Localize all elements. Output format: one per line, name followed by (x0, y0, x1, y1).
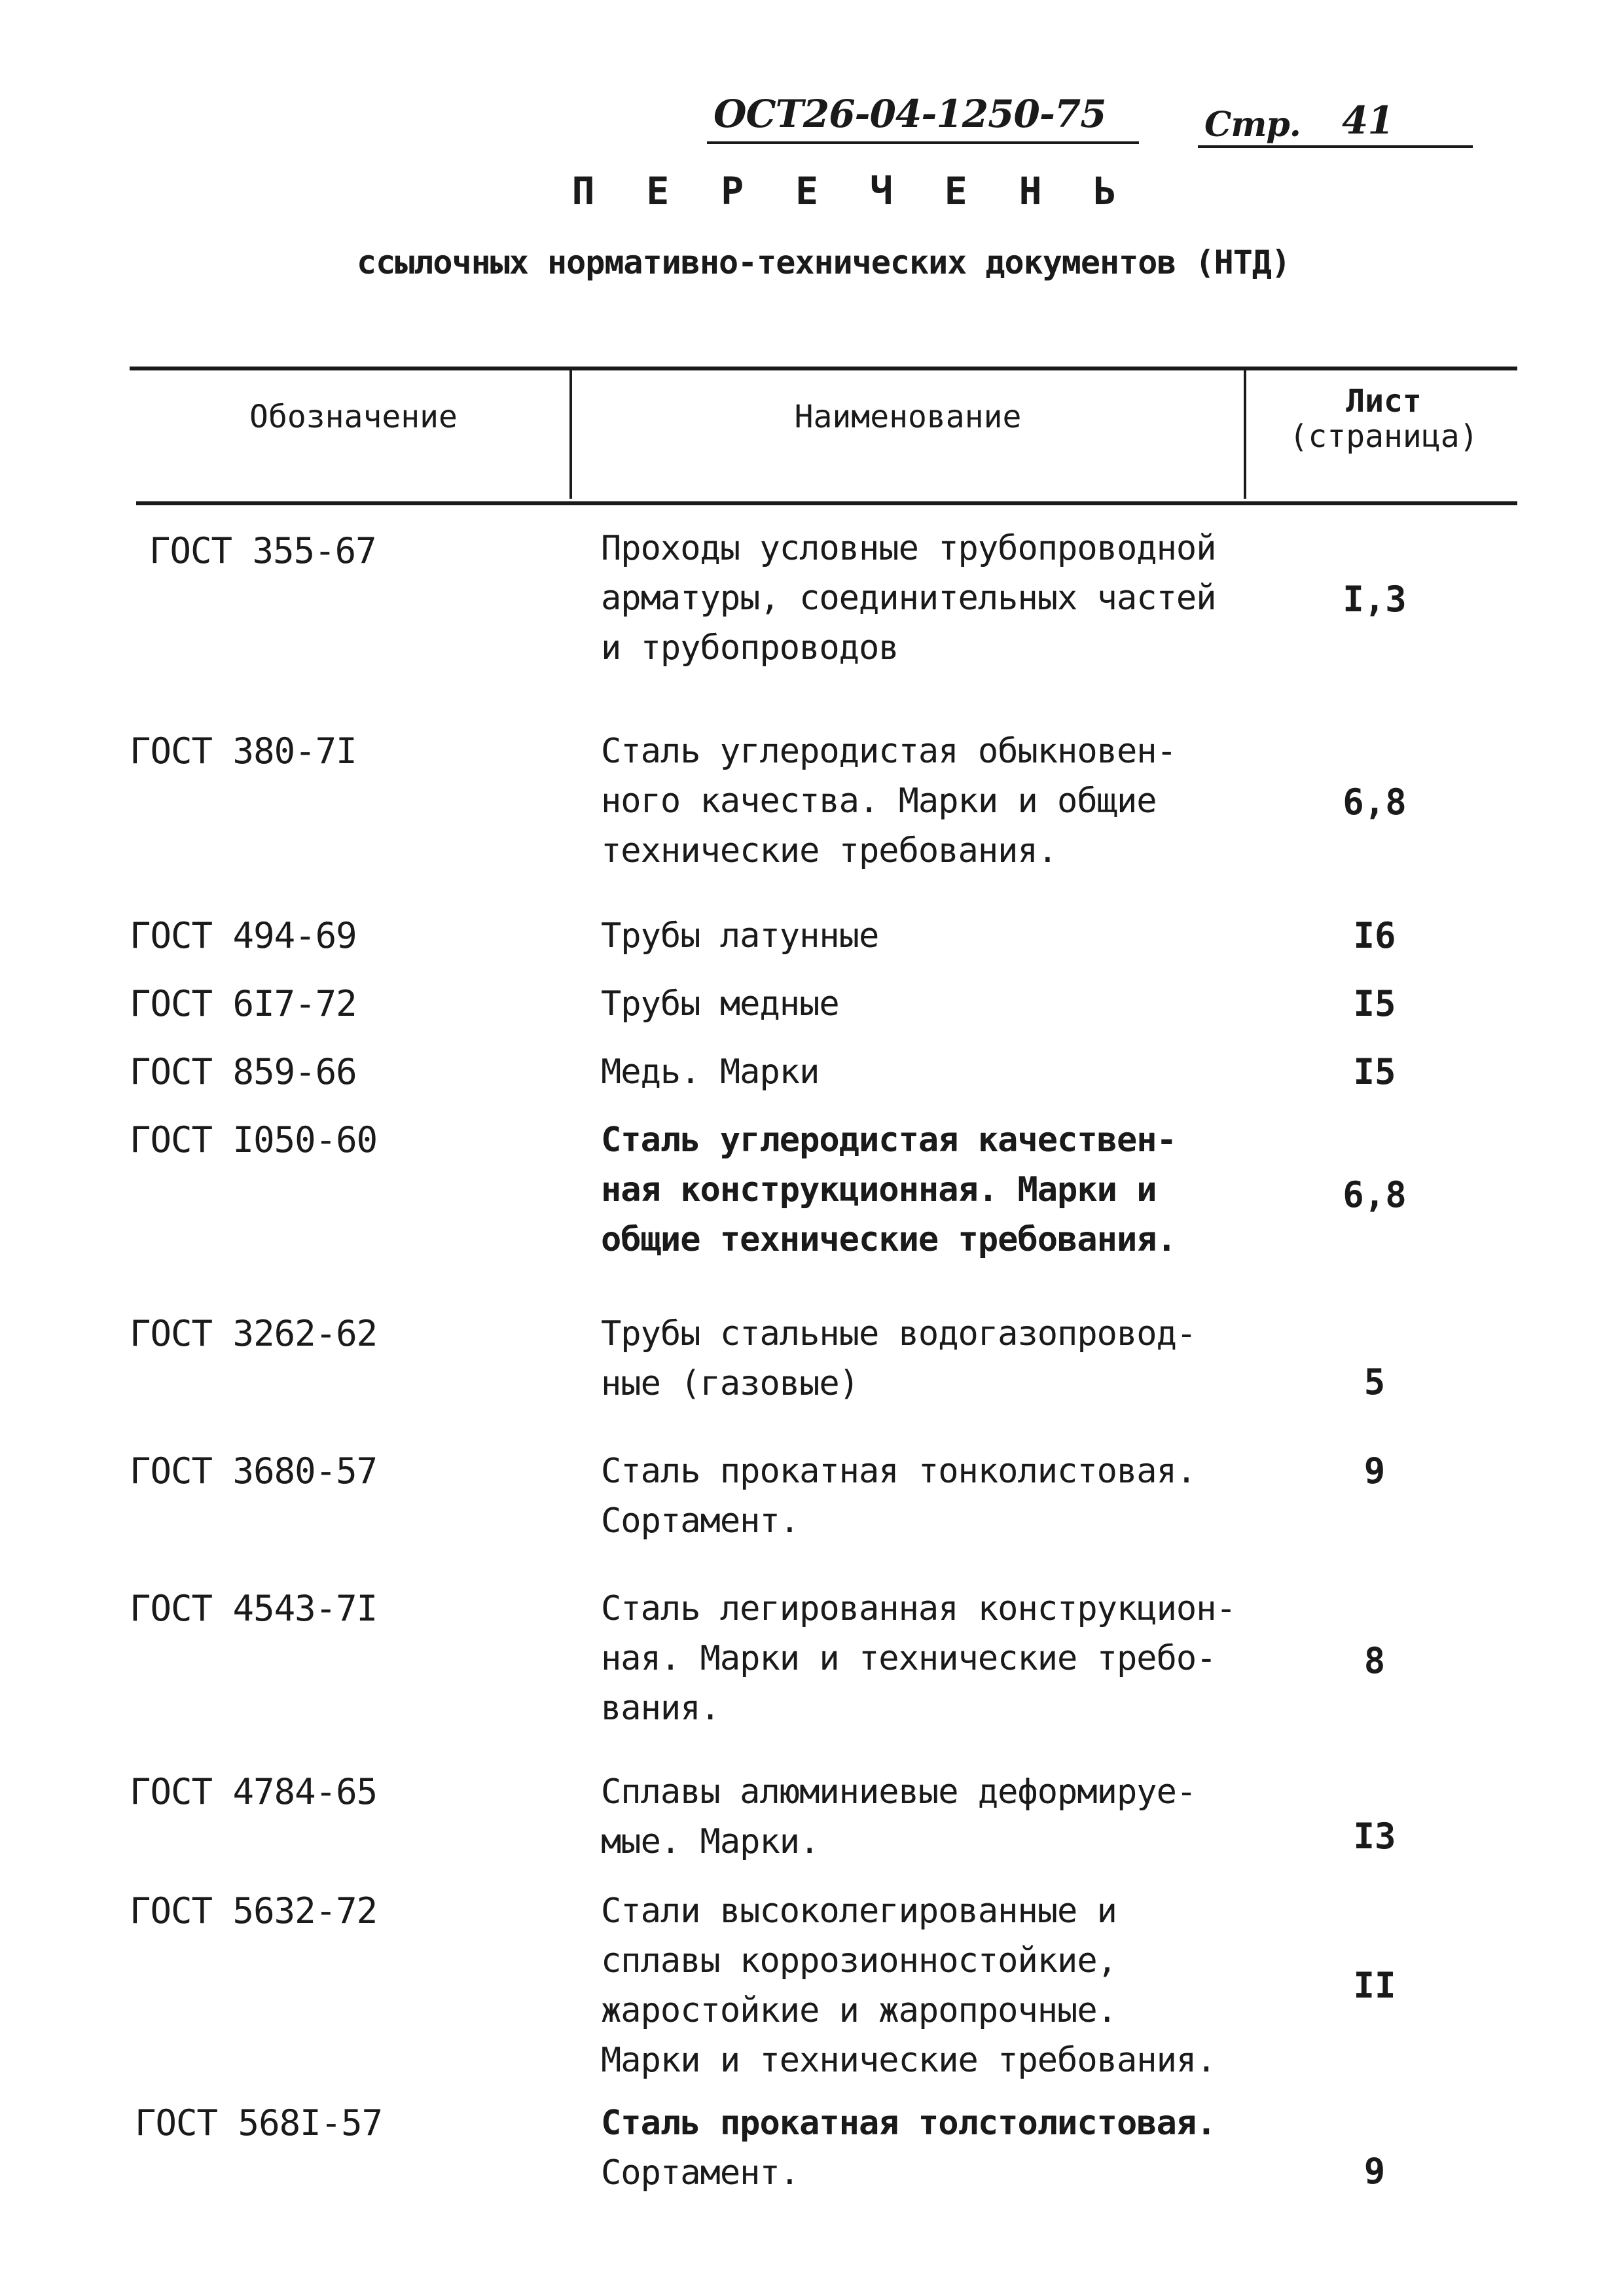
row-name-line: жаростойкие и жаропрочные. (601, 1991, 1117, 2030)
row-sheet: 6,8 (1343, 781, 1407, 823)
row-code: ГОСТ 4784-65 (130, 1771, 378, 1812)
row-name-line: Трубы латунные (601, 916, 879, 956)
row-name-line: Сталь углеродистая качествен- (601, 1121, 1176, 1160)
column-header-sheet-line1: Лист (1346, 383, 1422, 420)
row-code: ГОСТ 494-69 (130, 915, 357, 956)
row-name-line: ные (газовые) (601, 1364, 859, 1403)
row-code: ГОСТ 3262-62 (130, 1313, 378, 1354)
row-code: ГОСТ 568I-57 (135, 2102, 383, 2144)
row-name (601, 979, 839, 1029)
page-label: Стр. (1204, 105, 1301, 145)
row-name-line: Сталь прокатная толстолистовая. (601, 2104, 1216, 2143)
row-name (601, 524, 1216, 673)
row-code: ГОСТ 5632-72 (130, 1890, 378, 1931)
row-name (601, 1767, 1196, 1867)
row-name-line: Сталь прокатная тонколистовая. (601, 1452, 1197, 1491)
row-name-line: сплавы коррозионностойкие, (601, 1941, 1117, 1981)
row-name-line: Медь. Марки (601, 1052, 820, 1092)
row-sheet: 8 (1363, 1640, 1386, 1681)
row-name-line: ного качества. Марки и общие (601, 781, 1157, 821)
row-code: ГОСТ I050-60 (130, 1119, 378, 1160)
page-number-underline (1198, 145, 1473, 148)
row-name-line: Сталь углеродистая обыкновен- (601, 732, 1176, 771)
row-sheet: I,3 (1343, 579, 1407, 620)
column-header-name: Наименование (794, 399, 1022, 435)
row-name-line: Сортамент. (601, 2153, 800, 2193)
page-title: П Е Р Е Ч Е Н Ь (571, 169, 1131, 213)
document-code: ОСТ26-04-1250-75 (713, 92, 1106, 136)
page-subtitle: ссылочных нормативно-технических документов (НТД) (357, 243, 1291, 281)
row-code: ГОСТ 859-66 (130, 1051, 357, 1092)
row-name-line: мые. Марки. (601, 1822, 820, 1861)
row-code: ГОСТ 6I7-72 (130, 983, 357, 1024)
row-sheet: 9 (1363, 2151, 1386, 2192)
table-top-rule (130, 367, 1517, 370)
row-name-line: Сталь легированная конструкцион- (601, 1589, 1236, 1628)
row-sheet: I3 (1353, 1816, 1396, 1857)
row-sheet: I5 (1353, 1051, 1396, 1092)
row-name-line: вания. (601, 1689, 720, 1728)
row-name (601, 1584, 1236, 1733)
row-code: ГОСТ 4543-7I (130, 1588, 378, 1629)
row-sheet: 6,8 (1343, 1174, 1407, 1215)
row-name-line: Стали высоколегированные и (601, 1892, 1117, 1931)
row-name (601, 2098, 1216, 2198)
row-sheet: 9 (1363, 1450, 1386, 1492)
row-code: ГОСТ 355-67 (149, 530, 376, 571)
row-name (601, 1115, 1176, 1265)
row-name-line: Трубы медные (601, 984, 839, 1024)
row-name-line: ная конструкционная. Марки и (601, 1170, 1157, 1210)
row-sheet: II (1353, 1965, 1396, 2006)
column-header-sheet-line2: (страница) (1289, 418, 1479, 455)
row-sheet: I5 (1353, 983, 1396, 1024)
row-name-line: Трубы стальные водогазопровод- (601, 1314, 1197, 1354)
row-name (601, 1886, 1216, 2085)
row-name-line: технические требования. (601, 831, 1058, 870)
row-name (601, 911, 878, 961)
row-code: ГОСТ 380-7I (130, 730, 357, 772)
table-header-bottom-rule (136, 501, 1517, 505)
page-number: 41 (1342, 98, 1394, 143)
row-name-line: арматуры, соединительных частей (601, 579, 1216, 618)
column-header-designation: Обозначение (249, 399, 458, 435)
row-sheet: I6 (1353, 915, 1396, 956)
row-name-line: общие технические требования. (601, 1220, 1176, 1259)
row-code: ГОСТ 3680-57 (130, 1450, 378, 1492)
row-name-line: Марки и технические требования. (601, 2041, 1216, 2080)
row-name-line: ная. Марки и технические требо- (601, 1639, 1216, 1678)
row-sheet: 5 (1363, 1361, 1386, 1403)
row-name-line: и трубопроводов (601, 628, 899, 668)
row-name-line: Сортамент. (601, 1501, 800, 1541)
document-code-underline (707, 141, 1139, 144)
row-name-line: Проходы условные трубопроводной (601, 529, 1216, 568)
row-name (601, 1309, 1196, 1408)
row-name (601, 726, 1176, 876)
row-name-line: Сплавы алюминиевые деформируе- (601, 1772, 1197, 1812)
row-name (601, 1047, 819, 1097)
row-name (601, 1446, 1196, 1546)
